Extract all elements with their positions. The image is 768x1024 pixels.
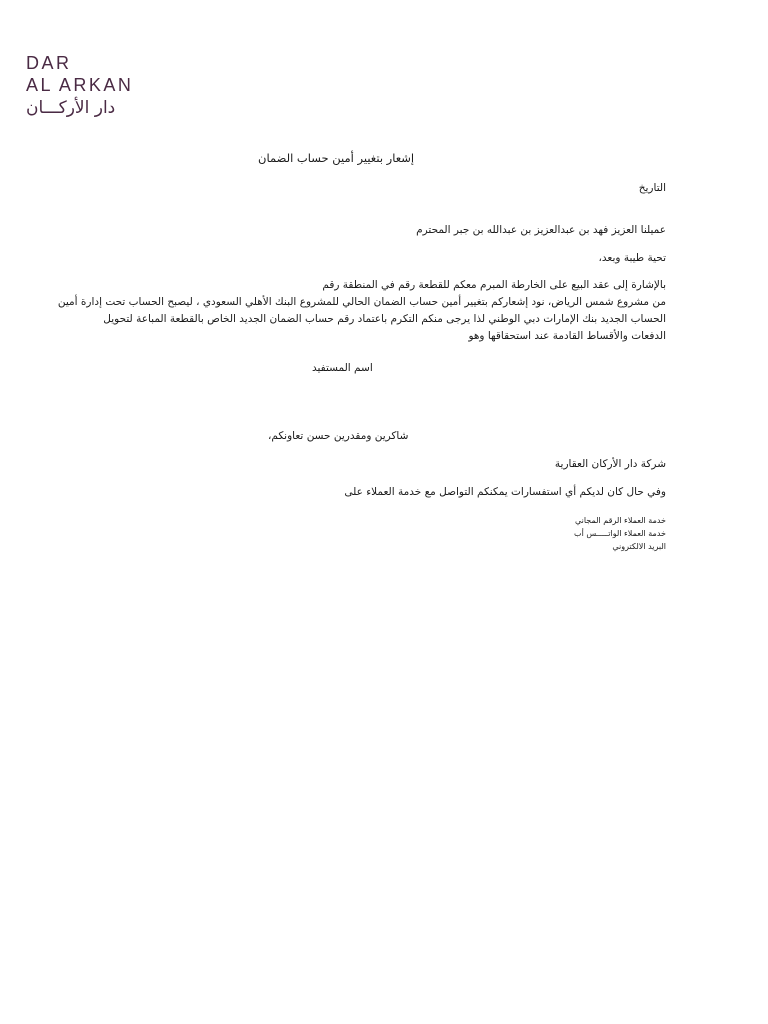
beneficiary-label: اسم المستفيد <box>312 362 373 374</box>
paragraph-line-4: الدفعات والأقساط القادمة عند استحقاقها وهو <box>468 330 666 342</box>
thanks-line: شاكرين ومقدرين حسن تعاونكم، <box>268 430 409 442</box>
logo-line-al-arkan: AL ARKAN <box>26 75 134 95</box>
company-name: شركة دار الأركان العقارية <box>554 458 666 470</box>
paragraph-line-3: الحساب الجديد بنك الإمارات دبي الوطني لذا يرجى منكم التكرم باعتماد رقم حساب الضمان الجديد الخاص بالقطعة المباعة لتحويل <box>103 313 666 325</box>
paragraph-line-2: من مشروع شمس الرياض، نود إشعاركم بتغيير أمين حساب الضمان الحالي للمشروع البنك الأهلي السعودي ، ليصبح الحساب تحت إدارة أمين <box>57 296 666 308</box>
date-label: التاريخ <box>638 182 666 194</box>
company-logo <box>26 52 136 144</box>
logo-arabic-name: دار الأركـــان <box>26 98 116 118</box>
letter-title: إشعار بتغيير أمين حساب الضمان <box>258 151 415 165</box>
contact-intro: وفي حال كان لديكم أي استفسارات يمكنكم التواصل مع خدمة العملاء على <box>344 486 666 498</box>
logo-line-dar: DAR <box>26 53 72 73</box>
contact-line-email: البريد الالكتروني <box>612 542 666 551</box>
recipient-line: عميلنا العزيز فهد بن عبدالعزيز بن عبدالله بن جبر المحترم <box>416 224 666 236</box>
paragraph-line-1: بالإشارة إلى عقد البيع على الخارطة المبرم معكم للقطعة رقم في المنطقة رقم <box>322 279 666 291</box>
greeting: تحية طيبة وبعد، <box>598 252 666 264</box>
contact-line-toll-free: خدمة العملاء الرقم المجاني <box>574 516 666 525</box>
contact-line-whatsapp: خدمة العملاء الواتـــــس أب <box>574 529 666 538</box>
